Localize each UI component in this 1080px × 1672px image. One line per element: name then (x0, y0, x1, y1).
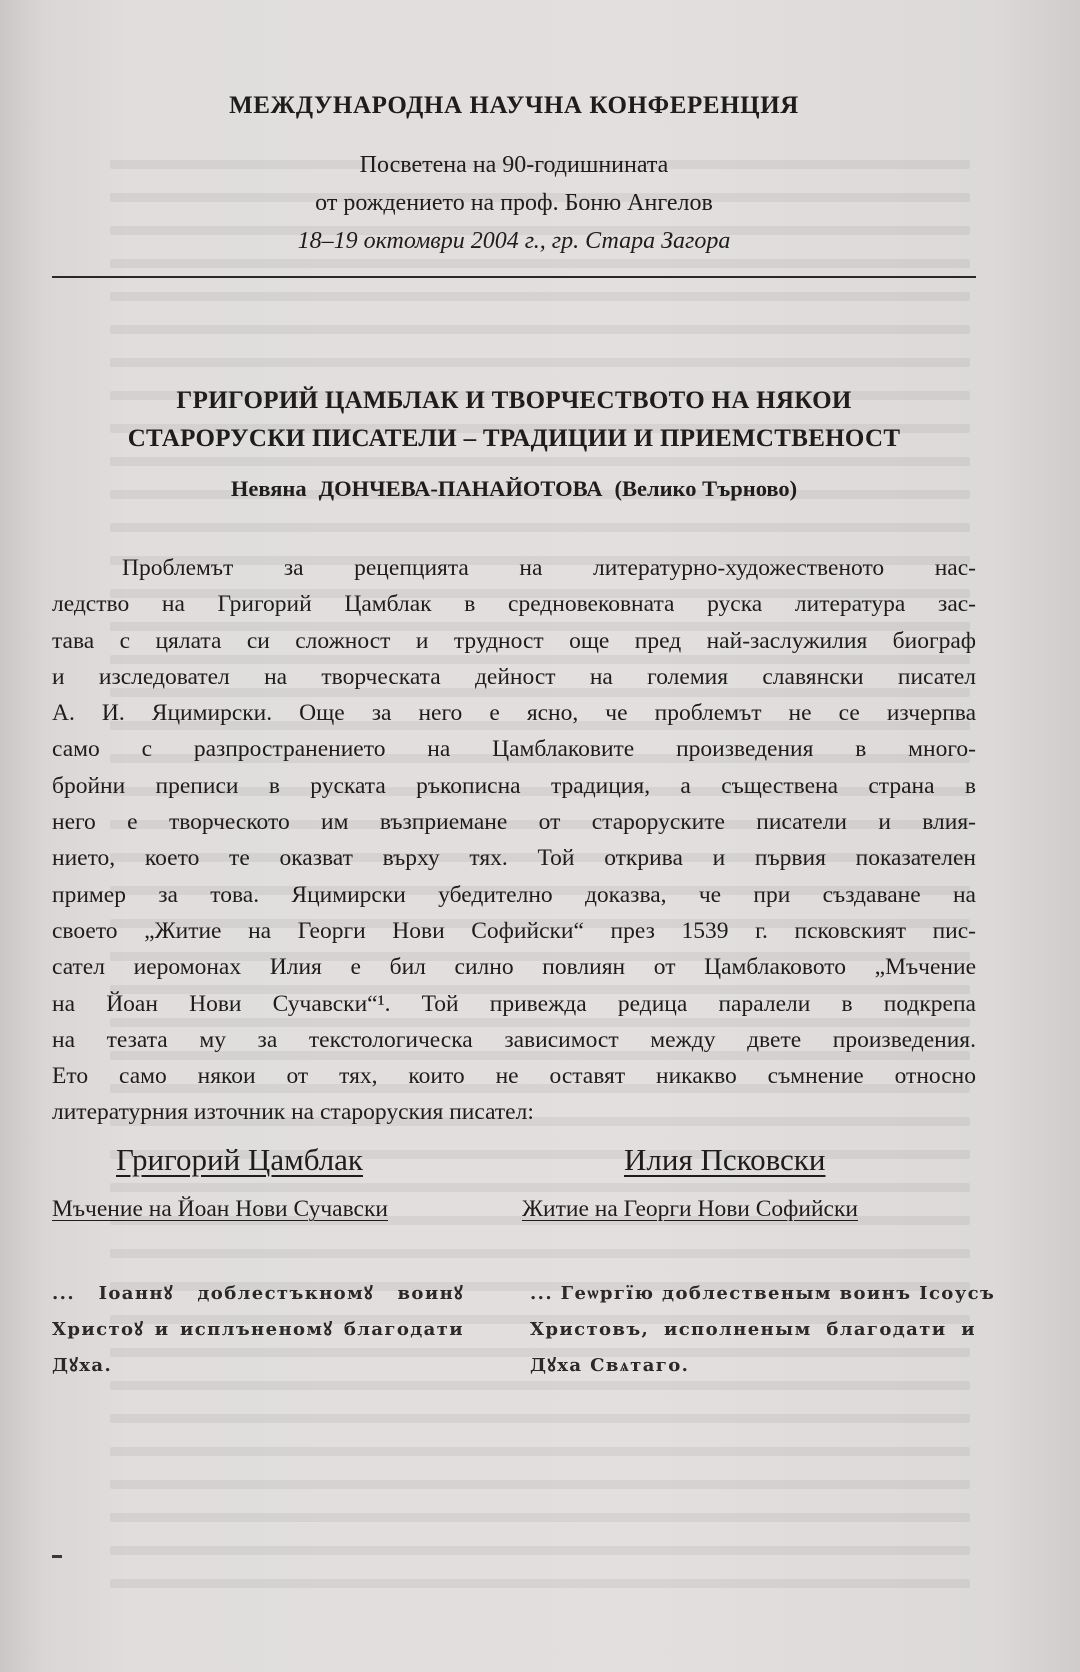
quote-line: Христовъ, исполненым благодати и (530, 1319, 976, 1340)
body-line: литературния източник на староруския писател: (52, 1099, 534, 1126)
body-line: него е творческото им възприемане от староруските писатели и влия- (52, 809, 976, 836)
body-line: ледство на Григорий Цамблак в средновековната руска литература зас- (52, 591, 976, 618)
show-through-line (110, 1480, 970, 1489)
body-line: пример за това. Яцимирски убедително доказва, че при създаване на (52, 881, 976, 908)
quote-line: Дꙋха. (52, 1355, 113, 1376)
show-through-line (110, 1414, 970, 1423)
left-column-author: Григорий Цамблак (116, 1142, 363, 1177)
article-author (52, 476, 976, 502)
quote-line: ... Ιоаннꙋ доблестъкномꙋ воинꙋ (52, 1283, 464, 1304)
quote-line: Дꙋха Свѧтаго. (530, 1355, 690, 1376)
body-line: А. И. Яцимирски. Още за него е ясно, че проблемът не се изчерпва (52, 700, 976, 727)
body-line: Проблемът за рецепцията на литературно-художественото нас- (122, 555, 976, 581)
body-line: тава с цялата си сложност и трудност още пред най-заслужилия биограф (52, 627, 976, 654)
author-last-name: ДОНЧЕВА-ПАНАЙОТОВА (318, 476, 603, 501)
conference-title: МЕЖДУНАРОДНА НАУЧНА КОНФЕРЕНЦИЯ (229, 92, 799, 119)
body-line: Ето само някои от тях, които не оставят никакво съмнение относно (52, 1063, 976, 1090)
article-title-line1: ГРИГОРИЙ ЦАМБЛАК И ТВОРЧЕСТВОТО НА НЯКОИ (176, 387, 852, 414)
right-column-quote (530, 1276, 996, 1384)
body-line: и изследовател на творческата дейност на големия славянски писател (52, 663, 976, 690)
show-through-line (110, 1447, 970, 1456)
conference-dedication-line1: Посветена на 90-годишнината (359, 152, 669, 178)
show-through-line (110, 457, 970, 466)
show-through-line (110, 1546, 970, 1555)
left-column-work: Мъчение на Йоан Нови Сучавски (52, 1196, 388, 1222)
show-through-line (110, 1183, 970, 1192)
show-through-line (110, 292, 970, 301)
show-through-line (110, 1513, 970, 1522)
left-column-quote (52, 1276, 464, 1384)
author-first-name: Невяна (230, 476, 307, 501)
body-line: на Йоан Нови Сучавски“¹. Той привежда редица паралели в подкрепа (52, 990, 976, 1017)
conference-dedication-line2: от рождението на проф. Боню Ангелов (315, 190, 713, 216)
right-column-work: Житие на Георги Нови Софийски (522, 1196, 858, 1222)
body-line: сател иеромонах Илия е бил силно повлиян от Цамблаковото „Мъчение (52, 954, 976, 981)
header-rule (52, 276, 976, 278)
article-title-line2: СТАРОРУСКИ ПИСАТЕЛИ – ТРАДИЦИИ И ПРИЕМСТВЕНОСТ (127, 425, 901, 452)
show-through-line (110, 259, 970, 268)
body-line: своето „Житие на Георги Нови Софийски“ през 1539 г. псковският пис- (52, 917, 976, 944)
show-through-line (110, 1579, 970, 1588)
quote-line: Христоꙋ и исплъненомꙋ благодати (52, 1319, 464, 1340)
show-through-line (110, 325, 970, 334)
show-through-line (110, 1249, 970, 1258)
quote-line: ... Геѡргїю доблественым воинъ Ιсоусъ (530, 1283, 996, 1304)
body-line: бройни преписи в руската ръкописна традиция, а съществена страна в (52, 772, 976, 799)
right-column-author: Илия Псковски (624, 1142, 826, 1177)
article-body (52, 550, 976, 1131)
body-line: само с разпространението на Цамблаковите произведения в много- (52, 736, 976, 763)
body-line: на тезата му за текстологическа зависимост между двете произведения. (52, 1026, 976, 1053)
body-line: нието, което те оказват върху тях. Той открива и първия показателен (52, 845, 976, 872)
page-margin-dash (52, 1555, 62, 1558)
show-through-line (110, 523, 970, 532)
author-place: (Велико Търново) (614, 476, 798, 501)
conference-dates: 18–19 октомври 2004 г., гр. Стара Загора (297, 228, 731, 254)
show-through-line (110, 358, 970, 367)
